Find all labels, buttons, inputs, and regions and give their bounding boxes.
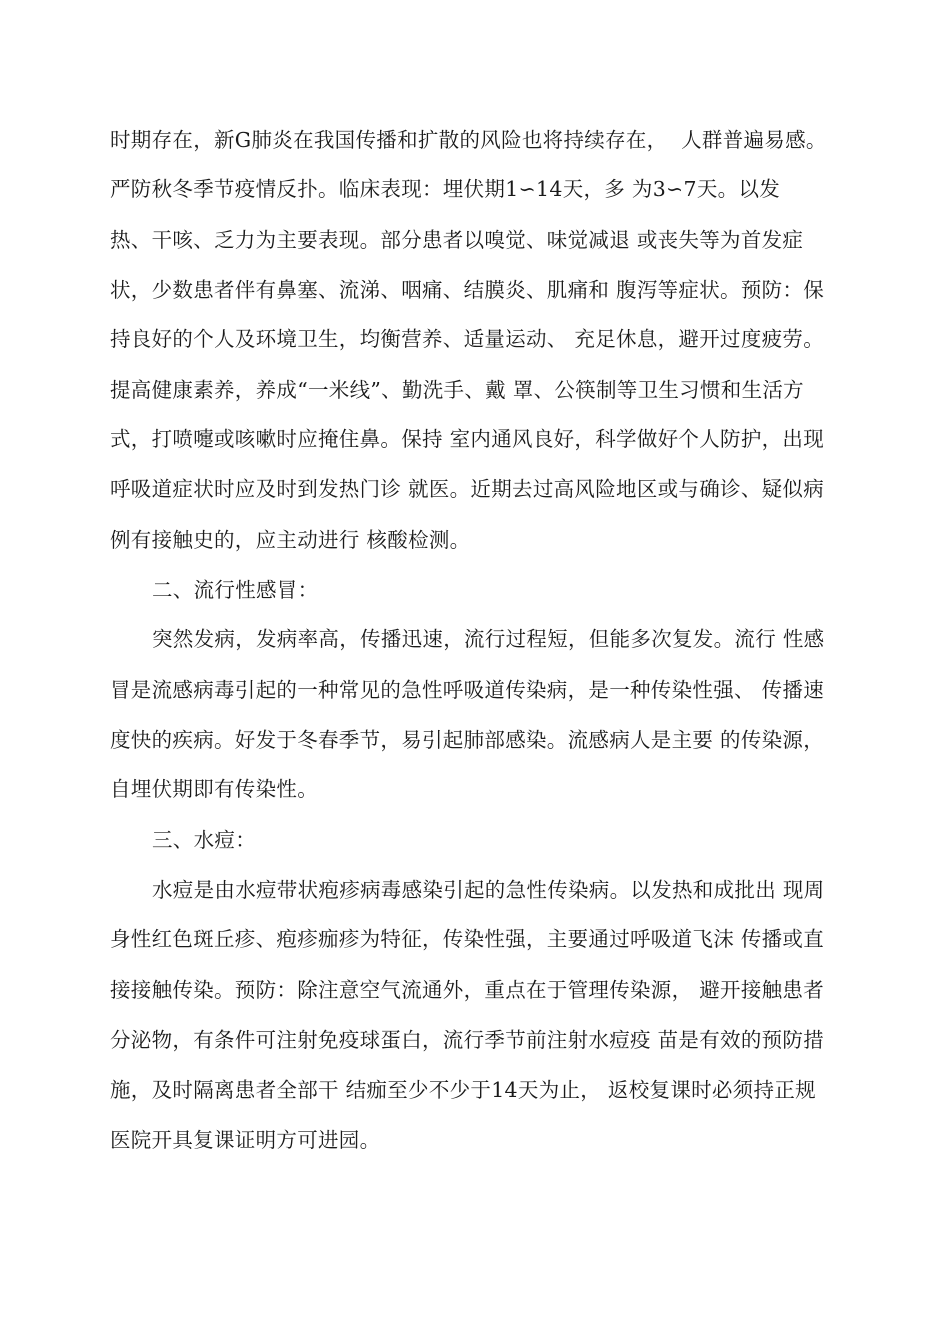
paragraph-line: 身性红色斑丘疹、疱疹痂疹为特征，传染性强，主要通过呼吸道飞沫 传播或直 (110, 927, 825, 951)
paragraph-line: 冒是流感病毒引起的一种常见的急性呼吸道传染病，是一种传染性强、 传播速 (110, 678, 825, 702)
paragraph-line: 式，打喷嚏或咳嗽时应掩住鼻。保持 室内通风良好，科学做好个人防护，出现 (110, 427, 825, 451)
paragraph-line: 水痘是由水痘带状疱疹病毒感染引起的急性传染病。以发热和成批出 现周 (152, 878, 825, 902)
paragraph-line: 持良好的个人及环境卫生，均衡营养、适量运动、 充足休息，避开过度疲劳。 (110, 327, 825, 351)
paragraph-line: 接接触传染。预防：除注意空气流通外，重点在于管理传染源， 避开接触患者 (110, 978, 825, 1002)
paragraph-line: 度快的疾病。好发于冬春季节，易引起肺部感染。流感病人是主要 的传染源， (110, 728, 825, 752)
section-heading: 三、水痘： (152, 828, 256, 852)
section-heading: 二、流行性感冒： (152, 578, 319, 602)
paragraph-line: 热、干咳、乏力为主要表现。部分患者以嗅觉、味觉减退 或丧失等为首发症 (110, 228, 804, 252)
paragraph-line: 严防秋冬季节疫情反扑。临床表现：埋伏期1∽14天，多 为3∽7天。以发 (110, 177, 781, 201)
paragraph-line: 例有接触史的，应主动进行 核酸检测。 (110, 528, 471, 552)
paragraph-line: 突然发病，发病率高，传播迅速，流行过程短，但能多次复发。流行 性感 (152, 627, 825, 651)
paragraph-line: 时期存在，新G肺炎在我国传播和扩散的风险也将持续存在， 人群普遍易感。 (110, 128, 827, 152)
paragraph-line: 提高健康素养，养成“一米线”、勤洗手、戴 罩、公筷制等卫生习惯和生活方 (110, 378, 804, 402)
paragraph-line: 施，及时隔离患者全部干 结痂至少不少于14天为止， 返校复课时必须持正规 (110, 1078, 816, 1102)
paragraph-line: 医院开具复课证明方可进园。 (110, 1128, 381, 1152)
paragraph-line: 呼吸道症状时应及时到发热门诊 就医。近期去过高风险地区或与确诊、疑似病 (110, 477, 825, 501)
paragraph-line: 状，少数患者伴有鼻塞、流涕、咽痛、结膜炎、肌痛和 腹泻等症状。预防：保 (110, 278, 825, 302)
paragraph-line: 自埋伏期即有传染性。 (110, 777, 318, 801)
paragraph-line: 分泌物，有条件可注射免疫球蛋白，流行季节前注射水痘疫 苗是有效的预防措 (110, 1028, 825, 1052)
